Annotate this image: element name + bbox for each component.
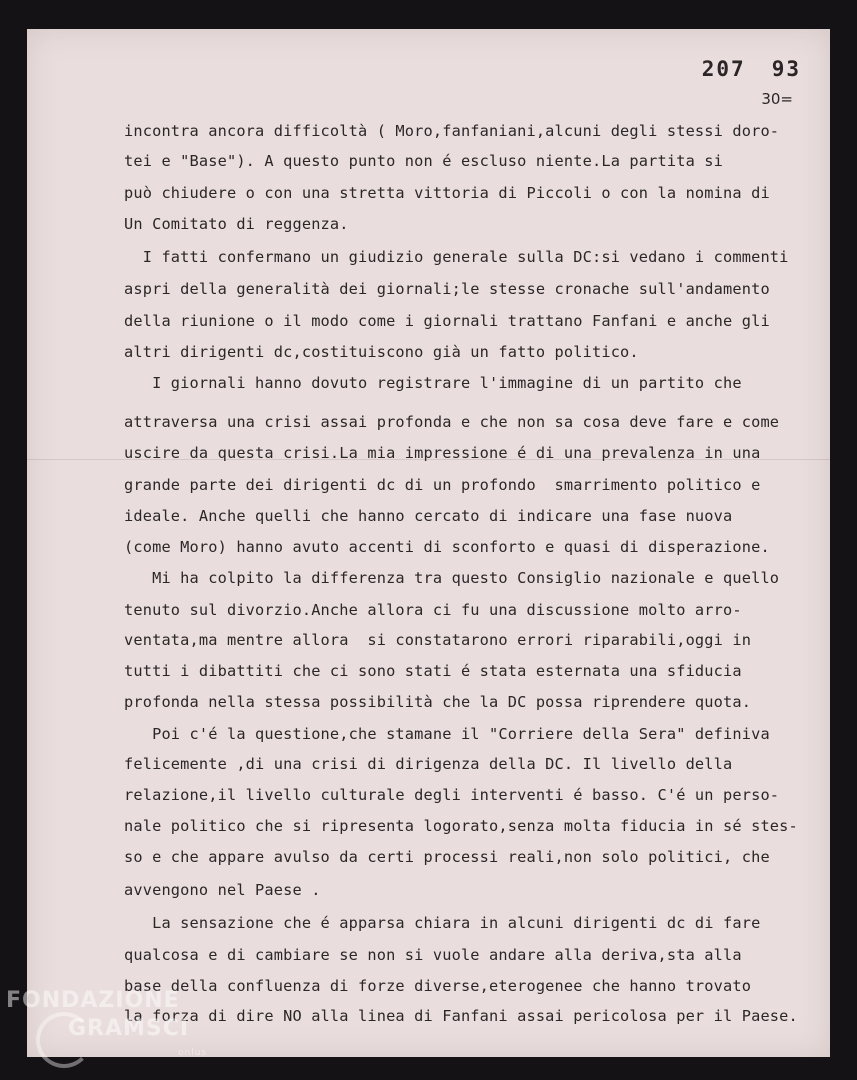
page-numbers: [676, 57, 801, 81]
watermark-line2: GRAMSCI: [68, 1016, 190, 1041]
text-line: I giornali hanno dovuto registrare l'immagine di un partito che: [124, 374, 742, 392]
text-line: (come Moro) hanno avuto accenti di sconforto e quasi di disperazione.: [124, 538, 770, 556]
text-line: relazione,il livello culturale degli interventi é basso. C'é un perso-: [124, 786, 780, 804]
text-line: incontra ancora difficoltà ( Moro,fanfaniani,alcuni degli stessi doro-: [124, 122, 780, 140]
text-line: ideale. Anche quelli che hanno cercato di indicare una fase nuova: [124, 507, 733, 525]
text-line: I fatti confermano un giudizio generale sulla DC:si vedano i commenti: [124, 248, 789, 266]
text-line: Mi ha colpito la differenza tra questo Consiglio nazionale e quello: [124, 569, 780, 587]
page-number-sheet: 93: [771, 57, 801, 81]
text-line: altri dirigenti dc,costituiscono già un fatto politico.: [124, 343, 639, 361]
handwritten-note: 30=: [761, 90, 793, 108]
text-line: tei e "Base"). A questo punto non é escluso niente.La partita si: [124, 152, 724, 170]
text-line: attraversa una crisi assai profonda e che non sa cosa deve fare e come: [124, 413, 780, 431]
text-line: Poi c'é la questione,che stamane il "Corriere della Sera" definiva: [124, 725, 770, 743]
text-line: Un Comitato di reggenza.: [124, 215, 349, 233]
text-line: so e che appare avulso da certi processi reali,non solo politici, che: [124, 848, 770, 866]
text-line: aspri della generalità dei giornali;le stesse cronache sull'andamento: [124, 280, 770, 298]
page-number-archive: 207: [701, 57, 746, 81]
text-line: felicemente ,di una crisi di dirigenza della DC. Il livello della: [124, 755, 733, 773]
text-line: uscire da questa crisi.La mia impressione é di una prevalenza in una: [124, 444, 761, 462]
text-line: tenuto sul divorzio.Anche allora ci fu una discussione molto arro-: [124, 601, 742, 619]
watermark-logo: [6, 988, 216, 1068]
text-line: base della confluenza di forze diverse,eterogenee che hanno trovato: [124, 977, 752, 995]
text-line: della riunione o il modo come i giornali trattano Fanfani e anche gli: [124, 312, 770, 330]
text-line: può chiudere o con una stretta vittoria di Piccoli o con la nomina di: [124, 184, 770, 202]
text-line: la forza di dire NO alla linea di Fanfani assai pericolosa per il Paese.: [124, 1007, 798, 1025]
text-line: qualcosa e di cambiare se non si vuole andare alla deriva,sta alla: [124, 946, 742, 964]
text-line: nale politico che si ripresenta logorato,senza molta fiducia in sé stes-: [124, 817, 798, 835]
text-line: tutti i dibattiti che ci sono stati é stata esternata una sfiducia: [124, 662, 742, 680]
text-line: profonda nella stessa possibilità che la DC possa riprendere quota.: [124, 693, 752, 711]
text-line: La sensazione che é apparsa chiara in alcuni dirigenti dc di fare: [124, 914, 761, 932]
watermark-line1: FONDAZIONE: [6, 988, 180, 1013]
text-line: ventata,ma mentre allora si constatarono errori riparabili,oggi in: [124, 631, 752, 649]
text-line: avvengono nel Paese .: [124, 881, 321, 899]
text-line: grande parte dei dirigenti dc di un profondo smarrimento politico e: [124, 476, 761, 494]
watermark-suffix: onlus: [178, 1048, 208, 1058]
